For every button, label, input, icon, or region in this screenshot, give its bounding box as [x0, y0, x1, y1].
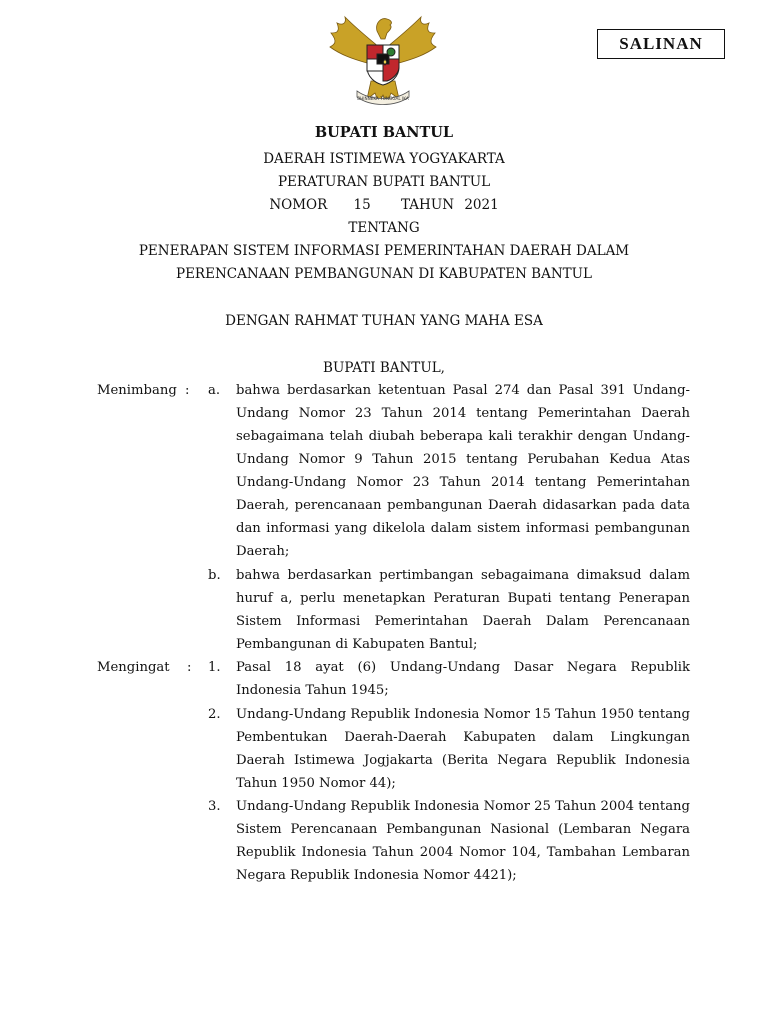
mengingat-item-1: Pasal 18 ayat (6) Undang-Undang Dasar Negara Republik Indonesia Tahun 1945;: [236, 660, 690, 698]
mengingat-label: Mengingat: [97, 660, 170, 675]
mengingat-item-3: Undang-Undang Republik Indonesia Nomor 25 Tahun 2004 tentang Sistem Perencanaan Pembangunan Nasional (Lembaran Negara Republik Indonesia Tahun 2004 Nomor 104, Tambahan Lembaran Negara Republik Indonesia Nomor 4421);: [236, 799, 690, 883]
menimbang-colon: :: [185, 383, 190, 398]
menimbang-mark-b: b.: [208, 568, 221, 583]
menimbang-item-a: bahwa berdasarkan ketentuan Pasal 274 dan Pasal 391 Undang-Undang Nomor 23 Tahun 2014 tentang Pemerintahan Daerah sebagaimana telah diubah beberapa kali terakhir dengan Undang-Undang Nomor 9 Tahun 2015 tentang Perubahan Kedua Atas Undang-Undang Nomor 23 Tahun 2014 tentang Pemerintahan Daerah, perencanaan pembangunan Daerah didasarkan pada data dan informasi yang dikelola dalam sistem informasi pembangunan Daerah;: [236, 383, 690, 559]
regulation-line: PERATURAN BUPATI BANTUL: [277, 174, 491, 190]
mengingat-mark-3: 3.: [208, 799, 221, 814]
tahun-label: TAHUN: [401, 197, 455, 213]
subject-line-1: PENERAPAN SISTEM INFORMASI PEMERINTAHAN DAERAH DALAM: [138, 243, 630, 259]
mengingat-mark-1: 1.: [208, 660, 221, 675]
mengingat-mark-2: 2.: [208, 707, 221, 722]
salinan-stamp: SALINAN: [597, 29, 725, 59]
emblem-motto: BHINNEKA TUNGGAL IKA: [357, 96, 409, 101]
menimbang-label: Menimbang: [97, 383, 177, 398]
page-title: BUPATI BANTUL: [314, 124, 454, 141]
tahun-value: 2021: [464, 197, 499, 213]
subject-line-2: PERENCANAAN PEMBANGUNAN DI KABUPATEN BANTUL: [175, 266, 592, 282]
official-line: BUPATI BANTUL,: [323, 360, 445, 376]
mengingat-colon: :: [187, 660, 192, 675]
garuda-pancasila-emblem: [327, 7, 439, 113]
mengingat-item-2: Undang-Undang Republik Indonesia Nomor 15 Tahun 1950 tentang Pembentukan Daerah-Daerah Kabupaten dalam Lingkungan Daerah Istimewa Jogjakarta (Berita Negara Republik Indonesia Tahun 1950 Nomor 44);: [236, 707, 690, 791]
about-line: TENTANG: [348, 220, 420, 236]
menimbang-item-b: bahwa berdasarkan pertimbangan sebagaimana dimaksud dalam huruf a, perlu menetapkan Peraturan Bupati tentang Penerapan Sistem Informasi Pemerintahan Daerah Dalam Perencanaan Pembangunan di Kabupaten Bantul;: [236, 568, 690, 652]
nomor-value: 15: [353, 197, 371, 213]
blessing-line: DENGAN RAHMAT TUHAN YANG MAHA ESA: [225, 313, 543, 329]
nomor-label: NOMOR: [269, 197, 328, 213]
nomor-line: [0, 197, 768, 213]
region-line: DAERAH ISTIMEWA YOGYAKARTA: [263, 151, 505, 167]
menimbang-mark-a: a.: [208, 383, 221, 398]
